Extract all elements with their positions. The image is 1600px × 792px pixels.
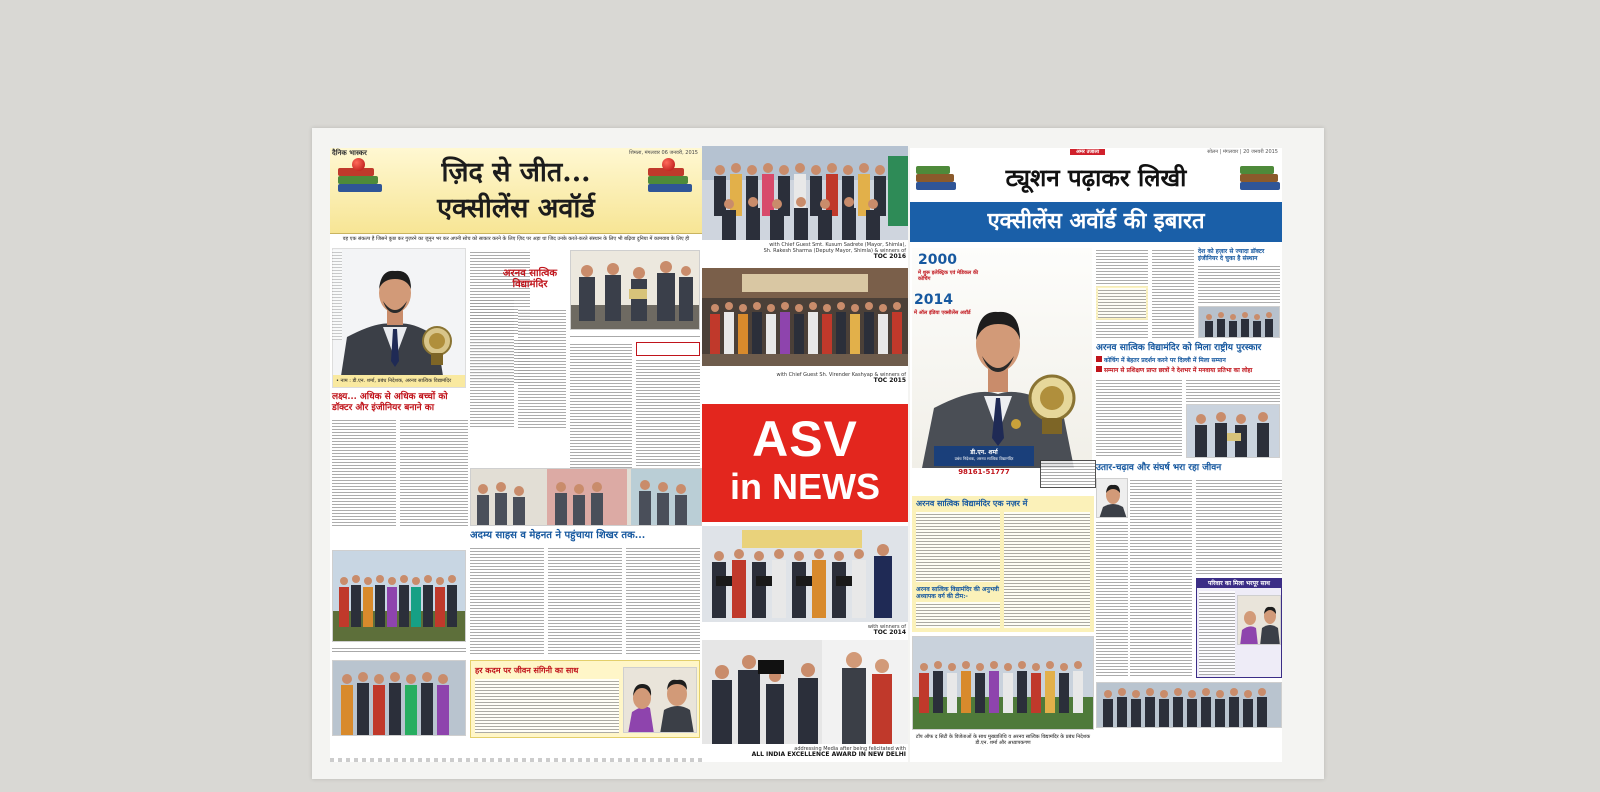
column-text-4	[636, 358, 700, 468]
family-box	[1196, 578, 1282, 678]
books-icon-left	[914, 160, 964, 194]
sidebar-title: देश को हज़ार से ज्यादा डॉक्टर इंजीनियर दे चुका है संस्थान	[1198, 248, 1265, 262]
media-caption-line1: addressing Media after being felicitated with	[794, 746, 906, 752]
right-headline-line2: एक्सीलेंस अवॉर्ड की इबारत	[910, 202, 1282, 242]
column-text-2	[518, 308, 566, 428]
right-portrait-panel	[912, 248, 1092, 468]
couple-photo	[623, 667, 697, 733]
overview-text-1	[916, 512, 1000, 582]
column-text-6	[400, 418, 468, 526]
toc-2015-photo	[702, 268, 908, 366]
books-icon-right	[1238, 160, 1282, 194]
center-photo-column	[702, 146, 908, 762]
newspaper-collage	[312, 128, 1324, 779]
right-phone: 98161-51777	[958, 468, 1010, 476]
left-page-footer	[330, 758, 702, 762]
caption-2015-toc: TOC 2015	[873, 377, 906, 384]
left-headline-banner	[330, 148, 702, 234]
toc-2016-photo	[702, 146, 908, 240]
sidebar-photo	[1198, 306, 1280, 338]
caption-2016-line1: with Chief Guest Smt. Kusum Sadrete (Mayor, Shimla),	[769, 242, 906, 248]
overview-box	[912, 496, 1094, 632]
photo-caption-2	[332, 646, 466, 654]
caption-2015-line1: with Chief Guest Sh. Virender Kashyap & winners of	[776, 372, 906, 378]
toc-2015-caption	[776, 372, 906, 384]
family-photo	[1237, 595, 1281, 645]
asv-in-news-logo	[702, 404, 908, 522]
left-masthead: दैनिक भास्कर	[332, 149, 367, 157]
students-group-photo	[470, 468, 702, 526]
column-text-5	[332, 418, 396, 526]
left-headline-line1: ज़िद से जीत...	[441, 157, 591, 188]
stat-2014-label: में ऑल इंडिया एक्सीलेंस अवॉर्ड	[914, 310, 971, 316]
overview-text-3	[916, 602, 1000, 628]
name-box-subtitle: प्रबंध निदेशक, अरनव सात्विक विद्यामंदिर	[954, 456, 1014, 461]
students-row-photo	[1096, 682, 1282, 728]
family-box-text	[1199, 591, 1235, 675]
r-column-text-6	[1096, 520, 1128, 678]
logo-asv-text: ASV	[752, 411, 858, 467]
column-text-9	[626, 546, 700, 656]
right-masthead: अमर उजाला	[1070, 149, 1105, 155]
family-box-title: परिवार का मिला भरपूर साथ	[1197, 579, 1281, 588]
section-title: अरनव सात्विक विद्यामंदिर	[502, 268, 558, 290]
event-photo	[332, 660, 466, 736]
column-text-7	[470, 546, 544, 656]
r-yellow-callout-text	[1098, 288, 1146, 318]
left-newspaper-page	[330, 148, 702, 762]
r-column-text-4	[1186, 378, 1280, 402]
life-partner-text	[475, 679, 619, 733]
goal-subheadline: लक्ष्य... अधिक से अधिक बच्चों को डॉक्टर और इंजीनियर बनाने का	[332, 392, 448, 413]
overview-subheadline: अरनव सात्विक विद्यामंदिर की अनुभवी अध्यापक वर्ग की टीम:-	[916, 586, 999, 600]
award-ceremony-photo	[570, 250, 700, 330]
stat-2014: 2014	[914, 292, 953, 308]
felicitation-group-photo	[332, 550, 466, 642]
right-headline-banner	[910, 156, 1282, 242]
stat-2000-label: में शुरू इलेक्ट्रिक एवं मेडिकल की कोचिंग	[918, 270, 979, 282]
r-column-text-7	[1196, 478, 1282, 576]
r-column-text-3	[1096, 378, 1182, 458]
struggle-headline: उतार-चढ़ाव और संघर्ष भरा रहा जीवन	[1096, 463, 1222, 473]
life-partner-title: हर कदम पर जीवन संगिनी का साथ	[475, 665, 579, 675]
media-caption-line2: ALL INDIA EXCELLENCE AWARD IN NEW DELHI	[751, 751, 906, 758]
toc-2014-caption	[868, 624, 906, 636]
winners-caption: टॉप ऑफ द सिटी के विजेताओं के साथ मुख्यातिथि व अरनव सात्विक विद्यामंदिर के प्रबंध निदेशक डी.एन. शर्मा और अध्यापकगण	[915, 734, 1091, 746]
director-portrait-photo	[332, 248, 466, 388]
right-newspaper-page	[910, 148, 1282, 762]
caption-2014-toc: TOC 2014	[873, 629, 906, 636]
photo-caption-line	[570, 334, 700, 338]
toc-2014-photo	[702, 526, 908, 622]
logo-in-news-text: in NEWS	[730, 466, 880, 507]
toc-2016-caption	[764, 242, 906, 260]
caption-2016-line2: Sh. Rakesh Sharma (Deputy Mayor, Shimla) & winners of	[763, 248, 906, 254]
courage-subheadline: अदम्य साहस व मेहनत ने पहुंचाया शिखर तक...	[470, 530, 646, 541]
stat-2000: 2000	[918, 252, 957, 268]
award-sub1	[1096, 356, 1282, 364]
margin-text	[332, 250, 342, 340]
struggle-portrait	[1096, 478, 1128, 518]
r-column-text-5	[1130, 478, 1192, 678]
left-page-info: शिमला, मंगलवार 06 जनवरी, 2015	[629, 150, 698, 156]
column-text-3	[570, 342, 632, 468]
left-lead-text: वह एक संकल्प है जिसने कुछ कर गुज़रने का जुनून भर कर अपनी सोच को साकार करने के लिए ज़िद पर अड़ा था जिद उनके करते-करते संस्थान के लिए भी बढ़िया दुनिया में कामयाब के लिए ही	[342, 236, 690, 242]
name-box	[934, 446, 1034, 466]
r-column-text-2	[1152, 248, 1194, 340]
caption-2016-toc: TOC 2016	[873, 253, 906, 260]
highlight-box	[636, 342, 700, 356]
right-headline-line1: ट्यूशन पढ़ाकर लिखी	[910, 156, 1282, 200]
director-portrait-photo-2	[912, 248, 1092, 468]
left-headline-line2: एक्सीलेंस अवॉर्ड	[437, 193, 595, 224]
overview-headline: अरनव सात्विक विद्यामंदिर एक नज़र में	[916, 498, 1028, 508]
caption-2014-line1: with winners of	[867, 624, 906, 630]
award-sub2	[1096, 366, 1282, 374]
media-caption	[752, 746, 906, 758]
award-sub1-text: कोचिंग में बेहतर प्रदर्शन करने पर दिल्ली में मिला सम्मान	[1104, 357, 1226, 364]
media-address-photo	[702, 640, 908, 744]
column-text-1	[470, 298, 514, 428]
name-box-title: डी.एन. शर्मा	[970, 449, 998, 456]
award-receiving-photo	[1186, 404, 1280, 458]
overview-text-2	[1004, 512, 1090, 628]
winners-group-photo	[912, 636, 1094, 730]
right-page-info: सोलन | मंगलवार | 20 जनवरी 2015	[1207, 149, 1278, 155]
life-partner-box	[470, 660, 700, 738]
column-text-8	[548, 546, 622, 656]
right-topbar	[910, 148, 1282, 156]
quote-box	[1040, 460, 1096, 488]
award-sub2-text: सम्मान से प्रशिक्षण प्राप्त छात्रों ने देशभर में मनवाया प्रतिभा का लोहा	[1104, 367, 1253, 374]
award-headline: अरनव सात्विक विद्यामंदिर को मिला राष्ट्रीय पुरस्कार	[1096, 343, 1262, 353]
sidebar-text	[1198, 264, 1280, 304]
portrait-caption: • नाम : डी.एन. शर्मा, प्रबंध निदेशक, अरनव सात्विक विद्यामंदिर	[333, 375, 465, 387]
